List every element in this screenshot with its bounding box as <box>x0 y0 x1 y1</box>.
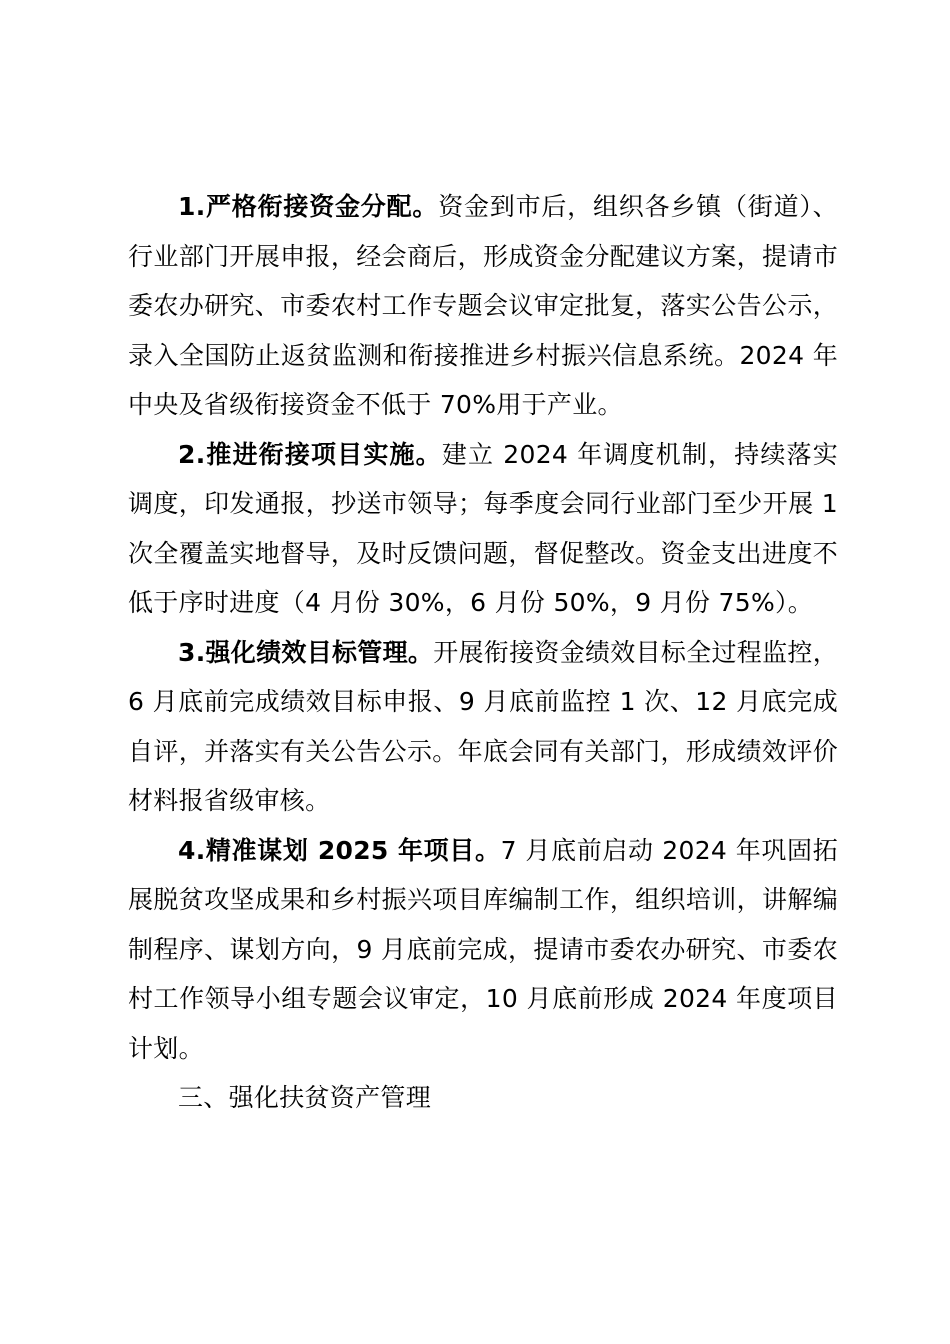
paragraph-2-body: 建立 2024 年调度机制，持续落实调度，印发通报，抄送市领导；每季度会同行业部门至少开展 1 次全覆盖实地督导，及时反馈问题，督促整改。资金支出进度不低于序时进度（4 月份 30%，6 月份 50%，9 月份 75%）。 <box>128 439 838 617</box>
paragraph-4 <box>128 826 838 1074</box>
paragraph-4-body: 7 月底前启动 2024 年巩固拓展脱贫攻坚成果和乡村振兴项目库编制工作，组织培训，讲解编制程序、谋划方向，9 月底前完成，提请市委农办研究、市委农村工作领导小组专题会议审定，10 月底前形成 2024 年度项目计划。 <box>128 835 838 1063</box>
paragraph-1 <box>128 182 838 430</box>
document-body <box>128 182 838 1123</box>
paragraph-1-body: 资金到市后，组织各乡镇（街道）、行业部门开展申报，经会商后，形成资金分配建议方案，提请市委农办研究、市委农村工作专题会议审定批复，落实公告公示，录入全国防止返贫监测和衔接推进乡村振兴信息系统。2024 年中央及省级衔接资金不低于 70%用于产业。 <box>128 192 838 419</box>
paragraph-2-heading: 2.推进衔接项目实施。 <box>178 439 442 469</box>
paragraph-2 <box>128 430 838 628</box>
paragraph-3 <box>128 628 838 826</box>
section-heading: 三、强化扶贫资产管理 <box>178 1083 432 1112</box>
paragraph-4-heading: 4.精准谋划 2025 年项目。 <box>178 835 501 865</box>
paragraph-3-body: 开展衔接资金绩效目标全过程监控，6 月底前完成绩效目标申报、9 月底前监控 1 次、12 月底完成自评，并落实有关公告公示。年底会同有关部门，形成绩效评价材料报省级审核。 <box>128 637 839 815</box>
paragraph-1-heading: 1.严格衔接资金分配。 <box>178 192 439 221</box>
paragraph-3-heading: 3.强化绩效目标管理。 <box>178 637 434 667</box>
